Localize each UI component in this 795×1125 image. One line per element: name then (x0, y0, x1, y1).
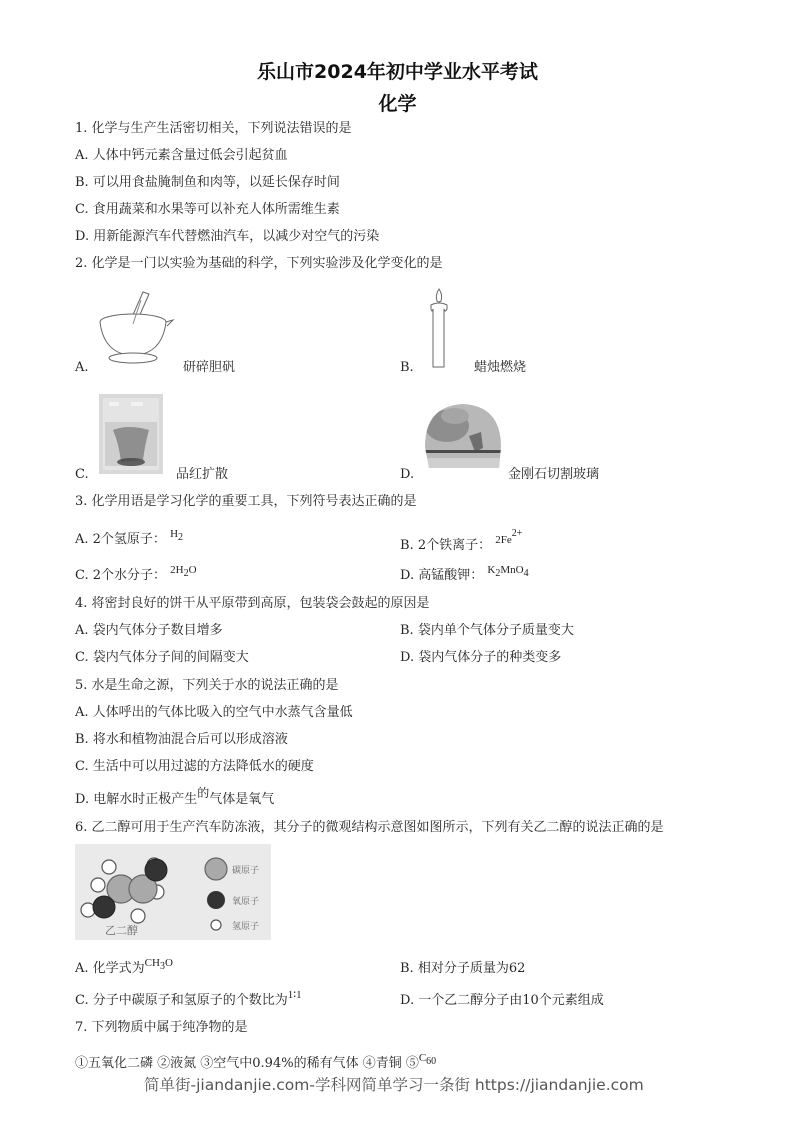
ethylene-glycol-diagram (75, 844, 271, 940)
question-items: ①五氧化二磷 ②液氮 ③空气中0.94%的稀有气体 ④青铜 ⑤$^{C_{60}}$ (75, 1052, 437, 1071)
option-a: A. 化学式为$^{CH_3O}$ (75, 957, 173, 976)
option-letter: A. (75, 360, 89, 375)
question-stem: 4. 将密封良好的饼干从平原带到高原，包装袋会鼓起的原因是 (75, 596, 430, 611)
question-stem: 1. 化学与生产生活密切相关，下列说法错误的是 (75, 121, 352, 136)
question-stem: 7. 下列物质中属于纯净物的是 (75, 1020, 248, 1035)
option-c: C. 生活中可以用过滤的方法降低水的硬度 (75, 759, 314, 774)
chemical-formula: 2Fe2+ (495, 528, 523, 546)
question-stem: 5. 水是生命之源，下列关于水的说法正确的是 (75, 678, 339, 693)
option-d (400, 564, 529, 588)
option-c (75, 564, 197, 588)
option-b: B. 相对分子质量为62 (400, 961, 526, 976)
option-d: D. 一个乙二醇分子由10个元素组成 (400, 993, 604, 1008)
option-caption: 蜡烛燃烧 (474, 360, 527, 375)
option-label: A. 2个氢原子： (75, 532, 166, 547)
chemical-formula: 2H2O (170, 564, 197, 579)
option-label: C. 2个水分子： (75, 568, 167, 583)
option-letter: B. (400, 360, 414, 375)
option-a (75, 528, 184, 552)
option-b: B. 将水和植物油混合后可以形成溶液 (75, 732, 288, 747)
chemical-formula: C60 (418, 1052, 437, 1067)
option-letter: D. (400, 467, 415, 482)
subject-title: 化学 (378, 93, 417, 115)
option-a: A. 人体呼出的气体比吸入的空气中水蒸气含量低 (75, 705, 353, 720)
question-stem: 6. 乙二醇可用于生产汽车防冻液，其分子的微观结构示意图如图所示，下列有关乙二醇的说法正确的是 (75, 820, 664, 835)
beaker-diffusion-image (99, 394, 163, 474)
candle-image (428, 287, 450, 369)
option-c: C. 分子中碳原子和氢原子的个数比为$^{1∶1}$ (75, 989, 302, 1008)
watermark-text: 简单街-jiandanjie.com-学科网简单学习一条街 https://jiandanjie.com (144, 1076, 644, 1094)
question-stem: 2. 化学是一门以实验为基础的科学，下列实验涉及化学变化的是 (75, 256, 443, 271)
option-caption: 研碎胆矾 (183, 360, 236, 375)
diamond-cut-glass-image (425, 402, 503, 472)
option-a: A. 袋内气体分子数目增多 (75, 623, 223, 638)
legend-oxygen: 氧原子 (232, 897, 260, 907)
chemical-formula: H2 (170, 528, 184, 543)
mortar-pestle-image (95, 288, 175, 368)
option-caption: 品红扩散 (176, 467, 229, 482)
option-label: D. 高锰酸钾： (400, 568, 484, 583)
option-a: A. 人体中钙元素含量过低会引起贫血 (75, 148, 288, 163)
question-stem: 3. 化学用语是学习化学的重要工具，下列符号表达正确的是 (75, 494, 417, 509)
legend-hydrogen: 氢原子 (232, 922, 260, 932)
molecule-name: 乙二醇 (105, 924, 138, 937)
option-caption: 金刚石切割玻璃 (508, 467, 600, 482)
option-c: C. 食用蔬菜和水果等可以补充人体所需维生素 (75, 202, 340, 217)
legend-carbon: 碳原子 (232, 866, 260, 876)
option-b: B. 袋内单个气体分子质量变大 (400, 623, 574, 638)
option-label: B. 2个铁离子： (400, 538, 492, 553)
option-d: D. 用新能源汽车代替燃油汽车，以减少对空气的污染 (75, 229, 380, 244)
page-title: 乐山市2024年初中学业水平考试 (257, 61, 538, 83)
option-b: B. 可以用食盐腌制鱼和肉等，以延长保存时间 (75, 175, 340, 190)
ratio-value: 1∶1 (287, 989, 302, 1001)
option-c: C. 袋内气体分子间的间隔变大 (75, 650, 249, 665)
option-d: D. 袋内气体分子的种类变多 (400, 650, 562, 665)
option-b (400, 528, 523, 554)
chemical-formula: K2MnO4 (487, 564, 529, 579)
chemical-formula: CH3O (144, 957, 173, 972)
option-letter: C. (75, 467, 89, 482)
option-d: D. 电解水时正极产生的气体是氧气 (75, 786, 275, 807)
